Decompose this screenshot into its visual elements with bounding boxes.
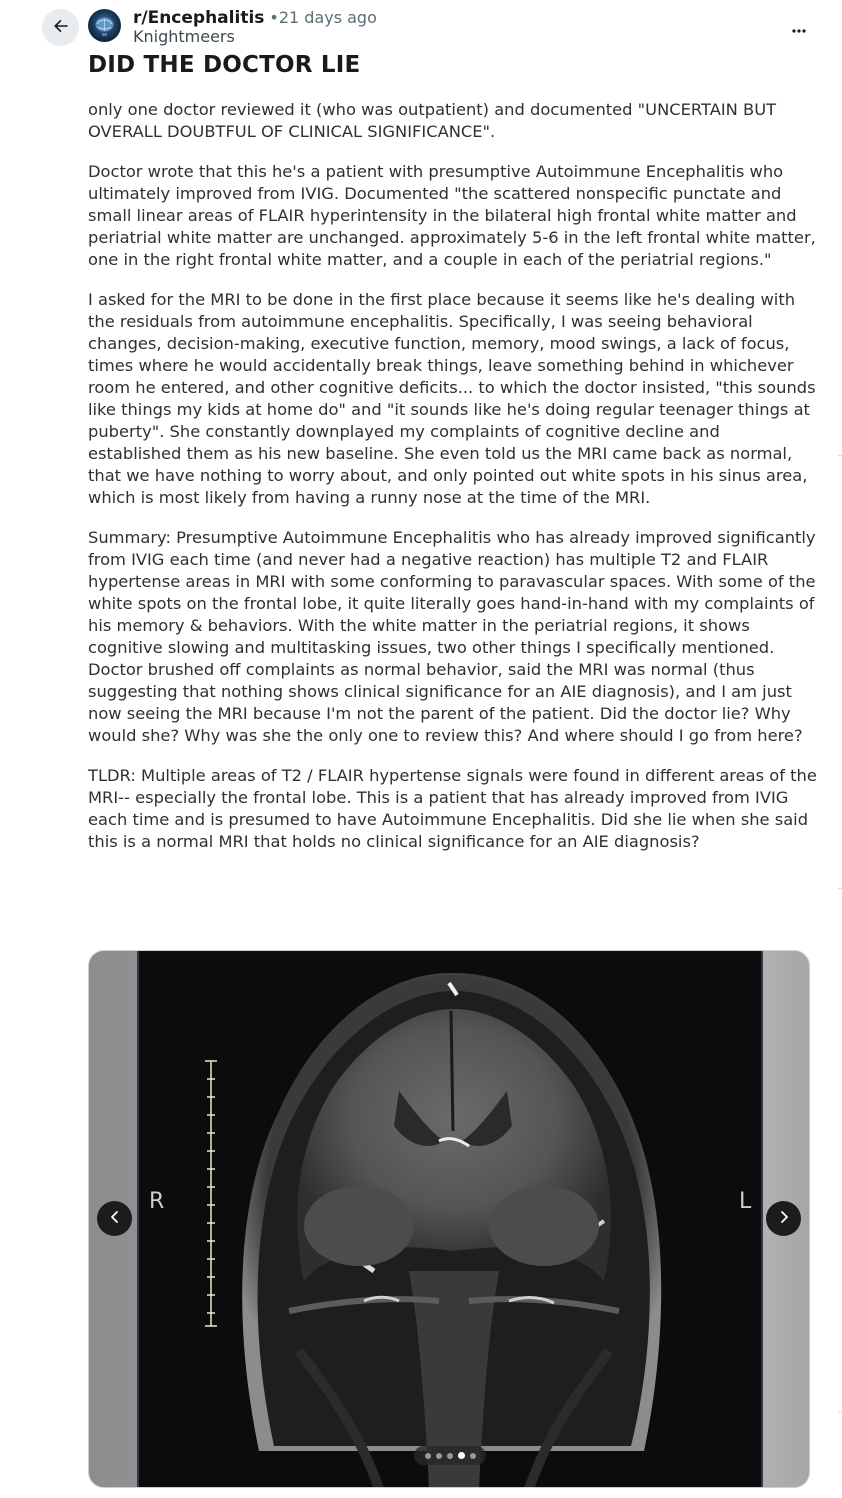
- post-paragraph: Doctor wrote that this he's a patient with presumptive Autoimmune Encephalitis who ultimately improved from IVIG. Documented "the scattered nonspecific punctate and small linear areas of FLAIR hyperintensity in the bilateral high frontal white matter and periatrial white matter are unchanged. approximately 5-6 in the left frontal white matter, one in the right frontal white matter, and a couple in each of the periatrial regions.": [88, 162, 816, 269]
- meta-separator: •: [269, 8, 279, 27]
- gallery-page-dot[interactable]: [458, 1452, 465, 1459]
- subreddit-name-link[interactable]: r/Encephalitis: [133, 8, 265, 28]
- scroll-tick: [838, 455, 842, 456]
- post-paragraph: I asked for the MRI to be done in the first place because it seems like he's dealing with the residuals from autoimmune encephalitis. Specifically, I was seeing behavioral changes, decision-making, executive function, memory, mood swings, a lack of focus, times where he would accidentally break things, leave something behind in whichever room he entered, and other cognitive deficits... to which the doctor insisted, "this sounds like things my kids at home do" and "it sounds like he's doing regular teenager things at puberty". She constantly downplayed my complaints of cognitive decline and established them as his new baseline. She even told us the MRI came back as normal, that we have nothing to worry about, and only pointed out white spots in his sinus area, which is most likely from having a runny nose at the time of the MRI.: [88, 290, 816, 507]
- more-options-button[interactable]: [782, 14, 816, 42]
- mri-label-left: L: [739, 1189, 752, 1214]
- post-paragraph: TLDR: Multiple areas of T2 / FLAIR hypertense signals were found in different areas of the MRI-- especially the frontal lobe. This is a patient that has already improved from IVIG each time and is presumed to have Autoimmune Encephalitis. Did she lie when she said this is a normal MRI that holds no clinical significance for an AIE diagnosis?: [88, 766, 817, 851]
- back-button[interactable]: [42, 9, 79, 46]
- gallery-page-dot[interactable]: [436, 1453, 442, 1459]
- gallery-page-dot[interactable]: [470, 1453, 476, 1459]
- post-title: DID THE DOCTOR LIE: [88, 52, 361, 78]
- mri-label-right: R: [149, 1189, 165, 1214]
- scroll-tick: [838, 1412, 842, 1413]
- author-name-link[interactable]: Knightmeers: [133, 27, 235, 46]
- chevron-right-icon: [777, 1209, 791, 1228]
- mri-image[interactable]: [137, 951, 763, 1488]
- gallery-next-button[interactable]: [766, 1201, 801, 1236]
- chevron-left-icon: [108, 1209, 122, 1228]
- gallery-pager: [414, 1446, 486, 1465]
- scroll-tick: [838, 888, 842, 889]
- subreddit-avatar[interactable]: [88, 9, 121, 42]
- gallery-page-dot[interactable]: [425, 1453, 431, 1459]
- post-paragraph: only one doctor reviewed it (who was outpatient) and documented "UNCERTAIN BUT OVERALL DOUBTFUL OF CLINICAL SIGNIFICANCE".: [88, 100, 777, 141]
- post-body: [88, 99, 818, 871]
- more-horizontal-icon: [791, 19, 807, 38]
- image-gallery[interactable]: [88, 950, 810, 1488]
- gallery-prev-button[interactable]: [97, 1201, 132, 1236]
- arrow-left-icon: [52, 17, 70, 39]
- post-time: 21 days ago: [278, 8, 377, 27]
- post-paragraph: Summary: Presumptive Autoimmune Encephalitis who has already improved significantly from IVIG each time (and never had a negative reaction) has multiple T2 and FLAIR hypertense areas in MRI with some conforming to paravascular spaces. With some of the white spots on the frontal lobe, it quite literally goes hand-in-hand with my complaints of his memory & behaviors. With the white matter in the periatrial regions, it shows cognitive slowing and multitasking issues, two other things I specifically mentioned. Doctor brushed off complaints as normal behavior, said the MRI was normal (thus suggesting that nothing shows clinical significance for an AIE diagnosis), and I am just now seeing the MRI because I'm not the parent of the patient. Did the doctor lie? Why would she? Why was she the only one to review this? And where should I go from here?: [88, 528, 816, 745]
- gallery-page-dot[interactable]: [447, 1453, 453, 1459]
